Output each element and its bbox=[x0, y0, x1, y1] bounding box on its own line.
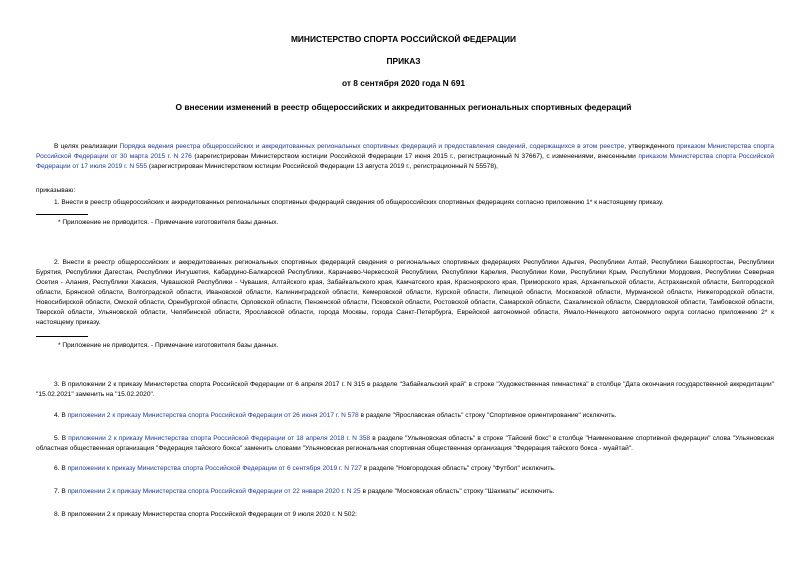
preamble-paragraph bbox=[36, 142, 774, 172]
order-date-number: от 8 сентября 2020 года N 691 bbox=[341, 78, 466, 88]
order-heading: ПРИКАЗ bbox=[386, 56, 421, 66]
item-6-prefix: 6. В bbox=[54, 465, 68, 472]
ministry-heading: МИНИСТЕРСТВО СПОРТА РОССИЙСКОЙ ФЕДЕРАЦИИ bbox=[290, 34, 517, 44]
item-6-text: в разделе "Новгородская область" строку "Футбол" исключить. bbox=[361, 465, 556, 472]
order-578-link[interactable]: приложении 2 к приказу Министерства спорта Российской Федерации от 26 июня 2017 г. N 578 bbox=[67, 412, 359, 419]
procedure-link[interactable]: Порядка ведения реестра общероссийских и аккредитованных региональных спортивных федераций и предоставления сведений, содержащихся в этом реестре bbox=[119, 143, 625, 150]
item-1: 1. Внести в реестр общероссийских и аккредитованных региональных спортивных федераций сведения об общероссийских спортивных федерациях согласно приложению 1* к настоящему приказу. bbox=[54, 199, 664, 206]
footnote-1: * Приложение не приводится. - Примечание изготовителя базы данных. bbox=[58, 219, 279, 226]
order-25-link[interactable]: приложении 2 к приказу Министерства спорта Российской Федерации от 22 января 2020 г. N 25 bbox=[67, 488, 361, 495]
item-5-text: в разделе "Ульяновская область" в строке "Тайский бокс" в столбце "Наименование спортивной федерации" слова "Ульяновская областная общественная организация "Федерация тайского бокса" заменить словами "Ульяновская региональная спортивная общественная организация "Федерация тайского бокса - муайтай". bbox=[36, 435, 774, 452]
item-7-prefix: 7. В bbox=[54, 488, 68, 495]
order-358-link[interactable]: приложении 2 к приказу Министерства спорта Российской Федерации от 18 апреля 2018 г. N 358 bbox=[68, 435, 371, 442]
item-6 bbox=[36, 464, 774, 474]
order-276-link[interactable]: приказом Министерства спорта Российской Федерации от 30 марта 2015 г. N 276 bbox=[36, 143, 774, 160]
order-727-link[interactable]: приложении к приказу Министерства спорта Российской Федерации от 6 сентября 2019 г. N 727 bbox=[67, 465, 362, 472]
item-4-text: в разделе "Ярославская область" строку "Спортивное ориентирование" исключить. bbox=[358, 412, 617, 419]
footnote-divider bbox=[36, 214, 88, 215]
item-7 bbox=[36, 487, 774, 497]
footnote-divider bbox=[36, 336, 88, 337]
preamble-text-1: В целях реализации bbox=[54, 143, 120, 150]
item-2: 2. Внести в реестр общероссийских и аккредитованных региональных спортивных федераций сведения о региональных спортивных федерациях Республики Адыгея, Республики Алтай, Республики Башкортостан, Республики Бурятия, Республики Дагестан, Республики Ингушетия, Кабардино-Балкарской Республики, Карачаево-Черкесской Республики, Республики Карелия, Республики Коми, Республики Крым, Республики Мордовия, Республики Северная Осетия - Алания, Республики Хакасия, Чувашской Республики - Чувашия, Алтайского края, Забайкальского края, Камчатского края, Красноярского края, Приморского края, Архангельской области, Астраханской области, Белгородской области, Брянской области, Волгоградской области, Ивановской области, Калининградской области, Кемеровской области, Курской области, Липецкой области, Московской области, Мурманской области, Нижегородской области, Новосибирской области, Омской области, Оренбургской области, Орловской области, Пензенской области, Псковской области, Ростовской области, Самарской области, Сахалинской области, Свердловской области, Тамбовской области, Тверской области, Ульяновской области, Челябинской области, Ярославской области, города Москвы, города Санкт-Петербурга, Еврейской автономной области, Ямало-Ненецкого автономного округа согласно приложению 2* к настоящему приказу. bbox=[36, 259, 774, 326]
item-8: 8. В приложении 2 к приказу Министерства спорта Российской Федерации от 9 июля 2020 г. N 502: bbox=[54, 511, 357, 518]
item-3: 3. В приложении 2 к приказу Министерства спорта Российской Федерации от 6 апреля 2017 г. N 315 в разделе "Забайкальский край" в строке "Художественная гимнастика" в столбце "Дата окончания государственной аккредитации" "15.02.2021" заменить на "15.02.2020". bbox=[36, 381, 774, 398]
item-7-text: в разделе "Московская область" строку "Шахматы" исключить. bbox=[360, 488, 555, 495]
prikazyvayu-label: приказываю: bbox=[36, 187, 76, 194]
item-4-prefix: 4. В bbox=[54, 412, 68, 419]
preamble-text-2: , утвержденного bbox=[624, 143, 677, 150]
preamble-text-3: (зарегистрирован Министерством юстиции Российской Федерации 17 июня 2015 г., регистрационный N 37667), с изменениями, внесенными bbox=[191, 153, 639, 160]
item-4 bbox=[36, 411, 774, 421]
footnote-2: * Приложение не приводится. - Примечание изготовителя базы данных. bbox=[58, 342, 279, 349]
item-5 bbox=[36, 434, 774, 454]
page-title: О внесении изменений в реестр общероссийских и аккредитованных региональных спортивных федераций bbox=[175, 102, 632, 112]
order-555-link[interactable]: приказом Министерства спорта Российской Федерации от 17 июля 2019 г. N 555 bbox=[36, 153, 774, 170]
preamble-text-4: (зарегистрирован Министерством юстиции Российской Федерации 13 августа 2019 г., регистрационный N 55578), bbox=[147, 163, 499, 170]
item-5-prefix: 5. В bbox=[54, 435, 69, 442]
